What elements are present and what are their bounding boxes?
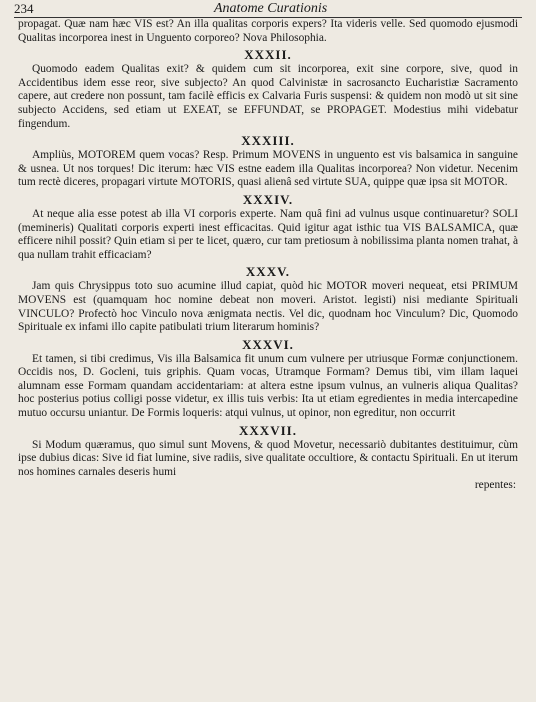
section-number: XXXVI. bbox=[242, 336, 294, 352]
running-header bbox=[14, 0, 522, 18]
section-number: XXXII. bbox=[244, 47, 292, 63]
paragraph: Et tamen, si tibi credimus, Vis illa Balsamica fit unum cum vulnere per utriusque Formæ conjunctionem. Occidis nos, D. Gocleni, tuis griphis. Quam vocas, Utramque Formam? Demus tibi, vim illam laquei alumnam esse Formam quandam accidentariam: at altera estne ipsum vulnus, an vulneris aliqua Qualitas? hoc posterius potius colligi posse videtur, ex illis tuis verbis: Ita ut etiam egredientes in media intercapedine mutuo occursu uniantur. De Formis loqueris: atqui vulnus, ut opinor, non egreditur, non occurrit bbox=[18, 352, 518, 420]
catchword: repentes: bbox=[474, 479, 516, 492]
page-number: 234 bbox=[14, 1, 34, 16]
section-number: XXXVII. bbox=[239, 422, 297, 438]
paragraph: At neque alia esse potest ab illa VI corporis experte. Nam quâ fini ad vulnus usque continuaretur? SOLI (memineris) Qualitati corporis experti inest efficacitas. Quid igitur agat isthic tua VIS BALSAMICA, quæ efficere nihil possit? Quin etiam si per te licet, quæro, cur tam pretiosum à nobilissima planta nomen trahat, à qua nullam trahit efficaciam? bbox=[18, 207, 518, 261]
section-number: XXXIII. bbox=[241, 133, 295, 149]
section-number: XXXIV. bbox=[242, 191, 294, 207]
paragraph: Jam quis Chrysippus toto suo acumine illud capiat, quòd hic MOTOR moveri nequeat, etsi PRIMUM MOVENS est (quamquam hoc nomine debeat non moveri. Aristot. legisti) nisi mediante Spirituali VINCULO? Profectò hoc Vinculo nova ænigmata nectis. Vel dic, quodnam hoc Vinculum? Dic, Quomodo Spirituale ex infami illo capite patibulati trium literarum hominis? bbox=[18, 280, 518, 334]
running-title: Anatome Curationis bbox=[214, 1, 328, 16]
section-number: XXXV. bbox=[245, 264, 291, 280]
paragraph: Ampliùs, MOTOREM quem vocas? Resp. Primum MOVENS in unguento est vis balsamica in sanguine & usnea. Ut nos torques! Dic iterum: hæc VIS estne eadem illa Qualitas incorporea? Non videtur. Necenim tum rectè diceres, propagari virtute MOTORIS, quasi alienâ sed virtute SUA, quippe quæ ipsa sit MOTOR. bbox=[18, 149, 518, 189]
paragraph: Si Modum quæramus, quo simul sunt Movens, & quod Movetur, necessariò dubitantes destituimur, cùm ipse dubius dicas: Sive id fiat lumine, sive radiis, sive qualitate occultiore, & contactu Spirituali. En ut iterum nos homines carnales deseris humi bbox=[18, 438, 518, 478]
paragraph: propagat. Quæ nam hæc VIS est? An illa qualitas corporis expers? Ita videris velle. Sed quomodo ejusmodi Qualitas incorporea inest in Unguento corporeo? Nova Philosophia. bbox=[18, 18, 518, 44]
paragraph: Quomodo eadem Qualitas exit? & quidem cum sit incorporea, exit sine corpore, sive, quod in Accidentibus idem esse reor, sive subjecto? An quod Calvinistæ in sacrosancto Eucharistiæ Sacramento capere, aut credere non possunt, tam facilè efficis ex Calvaria Furis suspensi: & quidem non modò ut sit sine subjecto Accidens, sed etiam ut EXEAT, se EFFUNDAT, se PROPAGET. Modestius mihi videbatur fingendum. bbox=[18, 63, 518, 130]
